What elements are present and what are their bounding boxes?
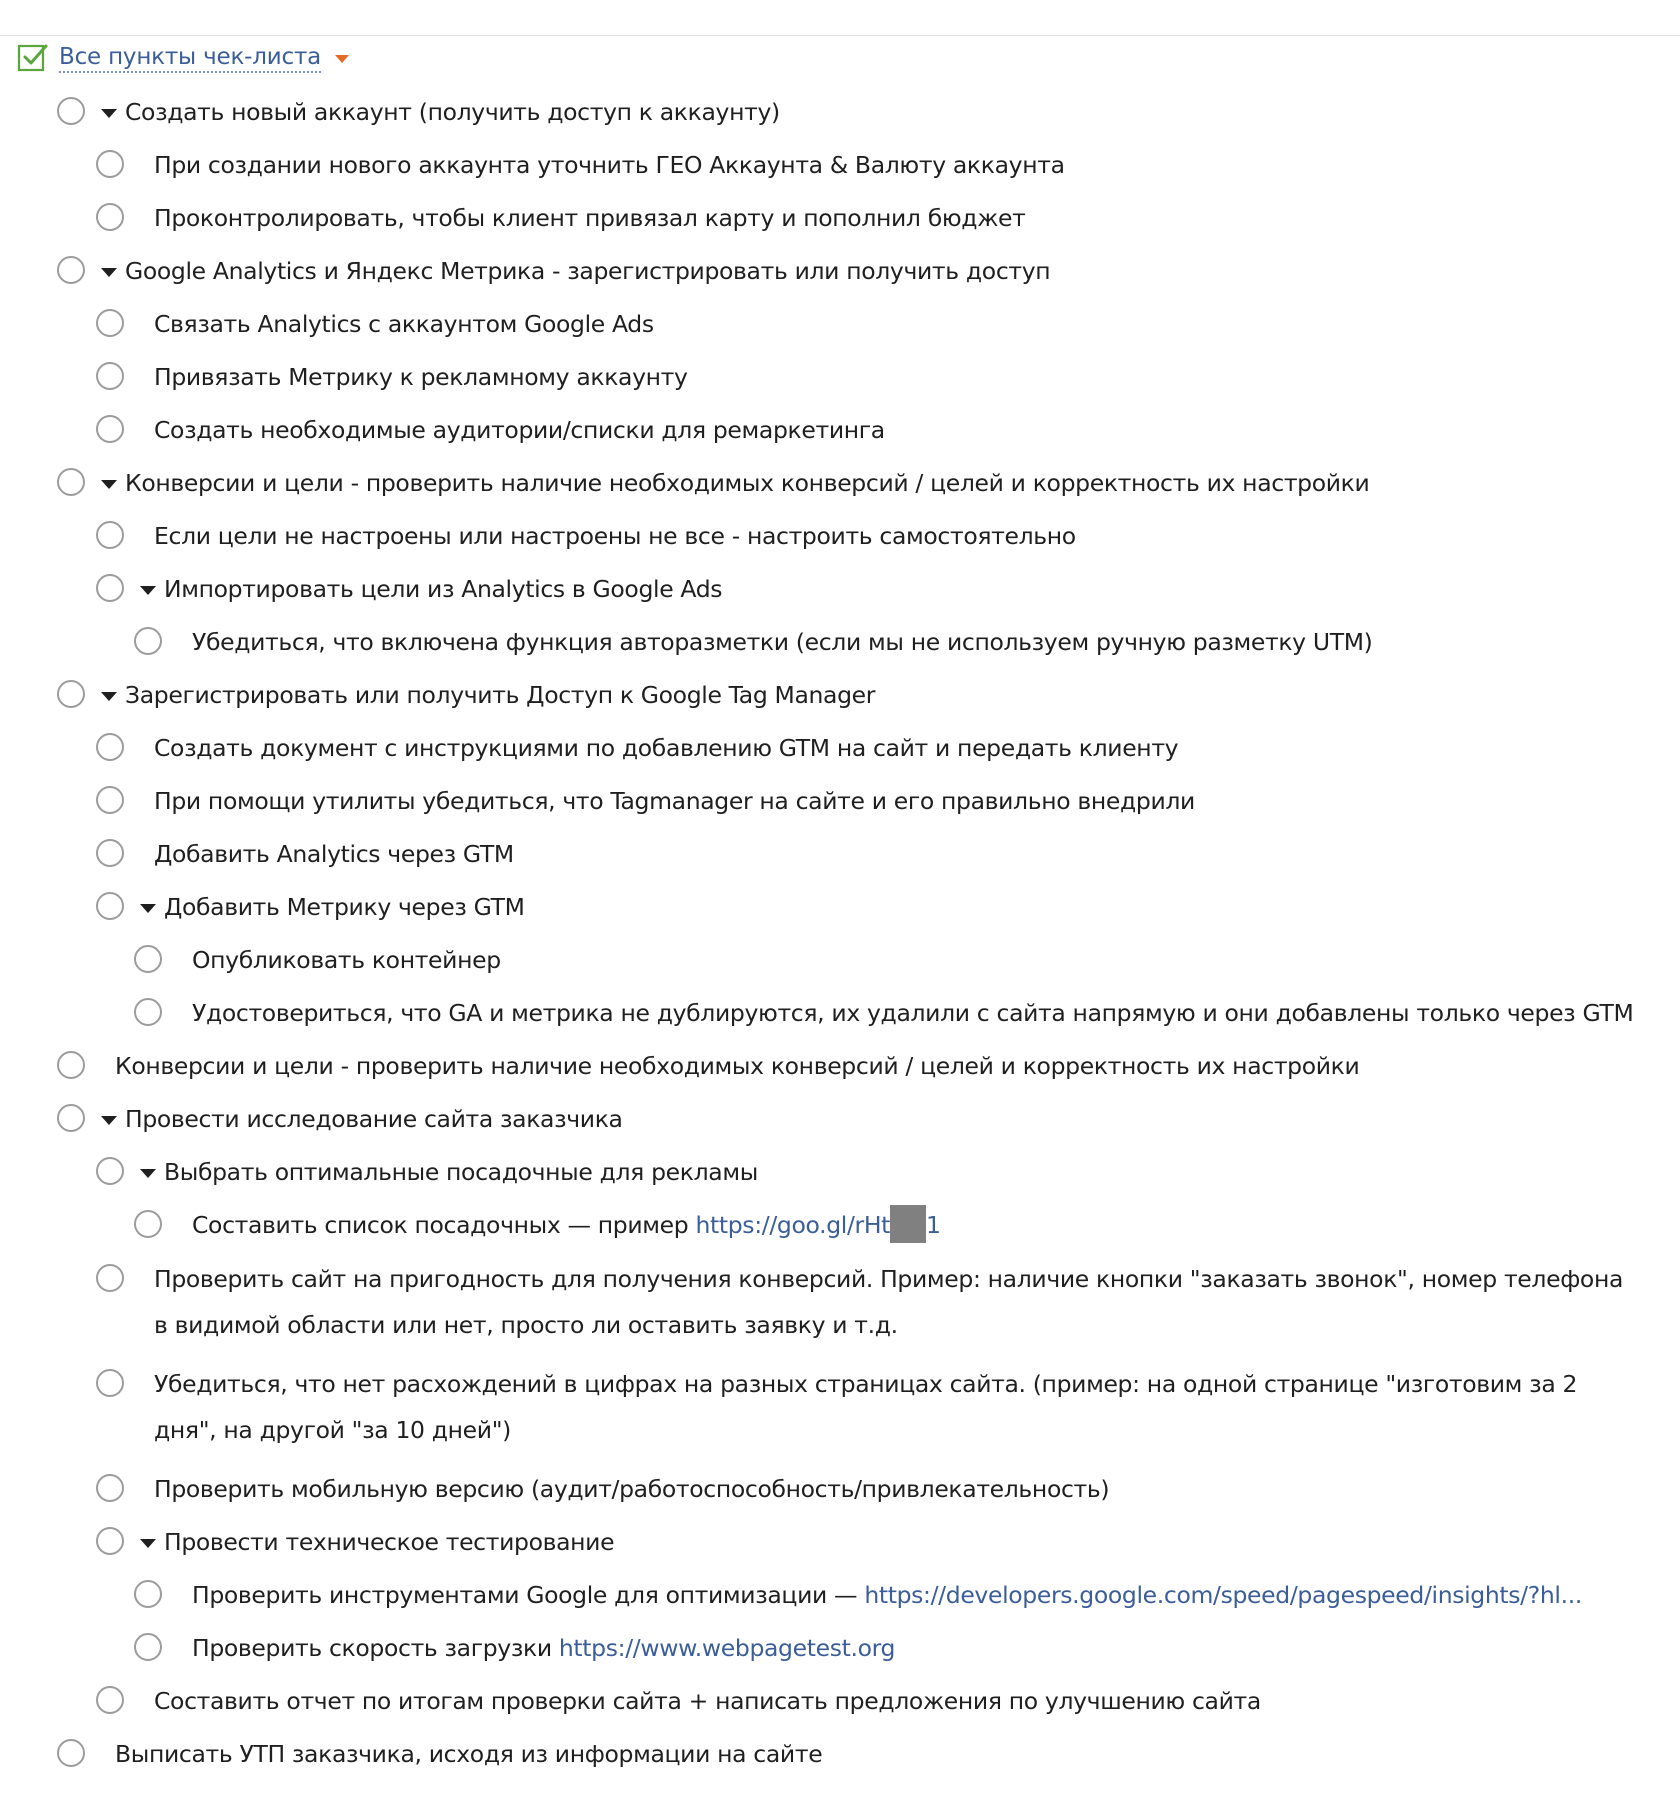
item-text [192,1208,941,1243]
item-text [125,95,780,129]
checklist-item [0,881,1680,934]
item-text [125,466,1369,500]
checklist-item [0,722,1680,775]
item-checkbox[interactable] [96,415,124,443]
checklist-item [0,1358,1680,1463]
item-checkbox[interactable] [57,1051,85,1079]
item-text [154,784,1195,818]
item-label: При создании нового аккаунта уточнить ГЕО Аккаунта & Валюту аккаунта [154,151,1065,179]
item-text [154,519,1076,553]
item-checkbox[interactable] [96,574,124,602]
item-label: Составить отчет по итогам проверки сайта + написать предложения по улучшению сайта [154,1686,1261,1715]
checklist-item [0,1569,1680,1622]
collapse-caret-icon[interactable] [101,268,117,277]
item-label: Конверсии и цели - проверить наличие необходимых конверсий / целей и корректность их настройки [115,1052,1360,1080]
checklist-item [0,139,1680,192]
item-text [125,254,1050,288]
item-checkbox[interactable] [96,362,124,390]
item-label: Провести исследование сайта заказчика [125,1105,623,1133]
item-checkbox[interactable] [134,1210,162,1238]
item-text [192,996,1633,1030]
item-checkbox[interactable] [57,1104,85,1132]
item-checkbox[interactable] [134,1633,162,1661]
item-checkbox[interactable] [96,203,124,231]
item-text [154,201,1025,235]
checklist [0,86,1680,1781]
item-checkbox[interactable] [57,680,85,708]
item-label: Проверить инструментами Google для оптимизации — [192,1580,865,1609]
collapse-caret-icon[interactable] [140,586,156,595]
item-text [154,413,885,447]
checklist-item [0,1093,1680,1146]
item-label: Создать новый аккаунт (получить доступ к аккаунту) [125,98,780,126]
item-checkbox[interactable] [96,521,124,549]
item-label: Связать Analytics с аккаунтом Google Ads [154,310,654,338]
checklist-item [0,192,1680,245]
item-text [154,307,654,341]
item-text [154,148,1065,182]
item-checkbox[interactable] [57,1739,85,1767]
item-checkbox[interactable] [96,786,124,814]
checklist-item [0,775,1680,828]
item-label: Создать необходимые аудитории/списки для ремаркетинга [154,416,885,444]
item-label: Провести техническое тестирование [164,1527,615,1556]
item-label: Выбрать оптимальные посадочные для рекламы [164,1158,758,1186]
checklist-item [0,1146,1680,1199]
checklist-item [0,1463,1680,1516]
item-text [154,1361,1634,1453]
item-label: Создать документ с инструкциями по добавлению GTM на сайт и передать клиенту [154,734,1179,762]
checklist-item [0,1040,1680,1093]
item-checkbox[interactable] [96,1264,124,1292]
collapse-caret-icon[interactable] [140,904,156,913]
item-checkbox[interactable] [96,1474,124,1502]
redaction-block [890,1205,926,1243]
item-text [154,1472,1109,1506]
item-text [192,1578,1582,1612]
item-label: Составить список посадочных — пример [192,1211,696,1239]
item-text [115,1737,822,1771]
item-label: Опубликовать контейнер [192,946,501,974]
checklist-item [0,563,1680,616]
checklist-item [0,404,1680,457]
item-text [164,572,722,606]
item-text [164,1525,614,1559]
checklist-item [0,457,1680,510]
item-label: Привязать Метрику к рекламному аккаунту [154,363,688,391]
item-checkbox[interactable] [96,839,124,867]
checklist-item [0,987,1680,1040]
collapse-caret-icon[interactable] [101,480,117,489]
item-checkbox[interactable] [134,945,162,973]
item-label: Проконтролировать, чтобы клиент привязал карту и пополнил бюджет [154,204,1026,232]
checklist-item [0,1728,1680,1781]
item-text [125,678,875,712]
item-checkbox[interactable] [57,468,85,496]
item-text [154,1256,1634,1348]
item-text [164,890,525,924]
item-text [154,1684,1261,1718]
item-label: Выписать УТП заказчика, исходя из информации на сайте [115,1739,823,1768]
collapse-caret-icon[interactable] [140,1539,156,1548]
checklist-filter-dropdown[interactable]: Все пункты чек-листа [59,43,321,73]
item-text [125,1102,623,1136]
checklist-header [17,40,349,76]
item-text [154,731,1178,765]
item-label: Удостовериться, что GA и метрика не дублируются, их удалили с сайта напрямую и они добавлены только через GTM [192,999,1634,1027]
checklist-item [0,510,1680,563]
item-text [192,943,501,977]
collapse-caret-icon[interactable] [101,1116,117,1125]
checklist-item [0,1516,1680,1569]
checklist-item [0,616,1680,669]
checklist-item [0,351,1680,404]
checklist-item [0,298,1680,351]
checklist-item [0,245,1680,298]
item-checkbox[interactable] [134,998,162,1026]
item-label: Импортировать цели из Analytics в Google Ads [164,575,723,603]
item-checkbox[interactable] [134,627,162,655]
item-checkbox[interactable] [57,97,85,125]
item-link-tail[interactable]: 1 [926,1211,941,1239]
item-label: Убедиться, что нет расхождений в цифрах на разных страницах сайта. (пример: на одной странице "изготовим за 2 дня", на другой "за 10 дней") [154,1369,1578,1444]
item-checkbox[interactable] [57,256,85,284]
item-checkbox[interactable] [96,1527,124,1555]
item-label: При помощи утилиты убедиться, что Tagmanager на сайте и его правильно внедрили [154,787,1195,815]
checklist-item [0,669,1680,722]
item-label: Google Analytics и Яндекс Метрика - зарегистрировать или получить доступ [125,257,1051,285]
top-divider [0,35,1680,36]
item-checkbox[interactable] [96,733,124,761]
item-label: Зарегистрировать или получить Доступ к Google Tag Manager [125,681,876,709]
item-checkbox[interactable] [96,1686,124,1714]
item-label: Убедиться, что включена функция авторазметки (если мы не используем ручную разметку UTM) [192,628,1373,656]
item-text [192,1631,895,1665]
item-text [164,1155,758,1189]
item-text [115,1049,1359,1083]
item-checkbox[interactable] [96,1369,124,1397]
item-link[interactable]: https://goo.gl/rHt [695,1211,891,1239]
item-checkbox[interactable] [96,892,124,920]
item-label: Проверить скорость загрузки [192,1633,559,1662]
checklist-item [0,934,1680,987]
item-link[interactable]: https://www.webpagetest.org [558,1633,896,1662]
checklist-item [0,1253,1680,1358]
item-label: Если цели не настроены или настроены не все - настроить самостоятельно [154,522,1076,550]
item-checkbox[interactable] [96,1157,124,1185]
item-checkbox[interactable] [96,309,124,337]
item-label: Конверсии и цели - проверить наличие необходимых конверсий / целей и корректность их настройки [125,469,1370,497]
collapse-caret-icon[interactable] [101,692,117,701]
checklist-item [0,828,1680,881]
item-checkbox[interactable] [134,1580,162,1608]
dropdown-caret-icon[interactable] [335,55,349,63]
item-label: Добавить Метрику через GTM [164,893,525,921]
item-text [154,360,688,394]
item-text [192,625,1372,659]
checklist-item [0,1199,1680,1253]
item-label: Добавить Analytics через GTM [154,840,514,868]
checklist-item [0,86,1680,139]
item-label: Проверить сайт на пригодность для получения конверсий. Пример: наличие кнопки "заказать звонок", номер телефона в видимой области или нет, просто ли оставить заявку и т.д. [154,1264,1624,1339]
item-link[interactable]: https://developers.google.com/speed/pagespeed/insights/?hl... [864,1580,1582,1609]
item-text [154,837,514,871]
item-checkbox[interactable] [96,150,124,178]
checklist-item [0,1622,1680,1675]
collapse-caret-icon[interactable] [140,1169,156,1178]
collapse-caret-icon[interactable] [101,109,117,118]
checkbox-checked-icon[interactable] [17,42,49,74]
item-label: Проверить мобильную версию (аудит/работоспособность/привлекательность) [154,1474,1110,1503]
checklist-item [0,1675,1680,1728]
